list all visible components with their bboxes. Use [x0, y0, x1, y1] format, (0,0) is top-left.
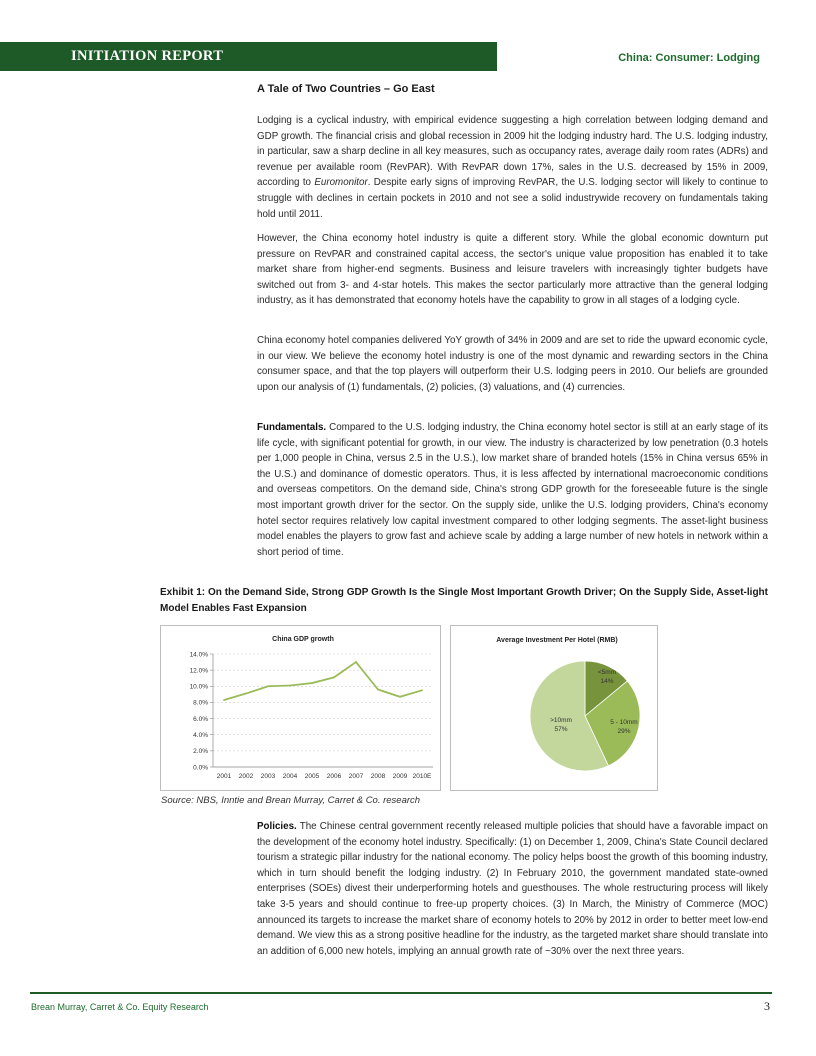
paragraph-text: Lodging is a cyclical industry, with empirical evidence suggesting a high correlation between lodging demand and GDP growth. The financial crisis and global recession in 2009 hit the lodging industry hard. The U.S. lodging industry, in particular, saw a sharp decline in all key measures, such as occupancy rates, average daily room rates (ADRs) and revenue per available room (RevPAR). With RevPAR down 17%, sales in the U.S. decreased by 15% in 2009, according to [257, 115, 768, 189]
pie-slice-percent: 57% [554, 726, 568, 733]
y-tick-label: 6.0% [193, 715, 208, 723]
chart-title: Average Investment Per Hotel (RMB) [496, 637, 618, 644]
x-tick-label: 2009 [392, 773, 408, 780]
gdp-line-plot [161, 626, 440, 790]
gdp-data-point [421, 689, 423, 691]
x-tick-label: 2004 [282, 773, 298, 780]
pie-slice-percent: 29% [617, 728, 631, 735]
paragraph-china-story: However, the China economy hotel industry is quite a different story. While the global economic downturn put pressure on RevPAR and constrained capital access, the sector's unique value proposition has enabled it to take market share from higher-end segments. Business and leisure travelers with increasingly tighter budgets have switched out from 3- and 4-star hotels. This makes the sector particularly more attractive than the general lodging industry, as it has demonstrated that economy hotels have the capability to grow in all stages of a lodging cycle. [257, 233, 768, 307]
report-type-title: INITIATION REPORT [71, 48, 224, 64]
source-citation: Euromonitor [314, 177, 368, 189]
sector-label: China: Consumer: Lodging [618, 52, 760, 64]
x-tick-label: 2007 [348, 773, 364, 780]
paragraph-policies [257, 819, 768, 959]
paragraph-lodging-cycle [257, 113, 768, 222]
gdp-data-point [289, 685, 291, 687]
report-type-banner [0, 42, 497, 71]
y-tick-label: 10.0% [189, 683, 208, 691]
y-tick-label: 8.0% [193, 699, 208, 707]
y-tick-label: 12.0% [189, 667, 208, 675]
pie-slice-label: >10mm [550, 717, 572, 724]
gdp-growth-chart [160, 625, 441, 791]
pie-slice-label: 5 - 10mm [610, 719, 638, 726]
investment-pie-plot [451, 626, 657, 790]
paragraph-text: The Chinese central government recently released multiple policies that should have a favorable impact on the development of the economy hotel industry. Specifically: (1) on December 1, 2009, China's State Council declared tourism a strategic pillar industry for the national economy. The policy helps boost the growth of this booming industry, which in turn should benefit the lodging industry. (2) In February 2010, the government mandated state-owned enterprises (SOEs) divest their underperforming hotels and guesthouses. The whole restructuring process will likely take 3-5 years and should continue to free-up property choices. (3) In March, the Ministry of Commerce (MOC) announced its targets to increase the market share of economy hotels to 20% by 2012 in order to better meet low-end demand. We view this as a strong positive headline for the industry, as the targeted market share should translate into an addition of 6,000 new hotels, implying an annual growth rate of ~30% over the next three years. [257, 821, 768, 957]
source-note: Source: NBS, Inntie and Brean Murray, Carret & Co. research [161, 795, 421, 806]
gdp-data-point [399, 696, 401, 698]
gdp-data-point [245, 693, 247, 695]
y-tick-label: 0.0% [193, 764, 208, 772]
pie-slice-label: <5mm [597, 669, 617, 676]
gdp-data-point [311, 682, 313, 684]
gdp-data-point [223, 699, 225, 701]
x-tick-label: 2002 [238, 773, 254, 780]
gdp-data-point [355, 661, 357, 663]
investment-pie-chart [450, 625, 658, 791]
paragraph-text: . Despite early signs of improving RevPAR, the U.S. lodging sector will likely to continue to struggle with declines in certain pockets in 2010 and not see a solid industrywide recovery on fundamentals taking hold until 2011. [257, 177, 768, 220]
x-tick-label: 2001 [216, 773, 232, 780]
y-tick-label: 2.0% [193, 748, 208, 756]
chart-title: China GDP growth [272, 636, 334, 643]
paragraph-text: Compared to the U.S. lodging industry, the China economy hotel sector is still at an early stage of its life cycle, with significant potential for growth, in our view. The industry is characterized by low penetration (0.3 hotels per 1,000 people in China, versus 2.5 in the U.S.), low market share of branded hotels (15% in China versus 65% in the U.S.) and dominance of domestic operators. Thus, it is less affected by international macroeconomic conditions and overseas competitors. On the demand side, China's strong GDP growth for the foreseeable future is the single most important growth driver for the sector. On the supply side, unlike the U.S. lodging providers, China's economy hotel sector requires relatively low capital investment compared to other lodging segments. The asset-light business model enables the players to grow fast and achieve scale by adding a large number of new hotels in network within a short period of time. [257, 422, 768, 558]
footer-firm-name: Brean Murray, Carret & Co. Equity Research [31, 1002, 209, 1012]
paragraph-fundamentals [257, 420, 768, 560]
y-tick-label: 14.0% [189, 651, 208, 659]
paragraph-growth-outlook: China economy hotel companies delivered YoY growth of 34% in 2009 and are set to ride the upward economic cycle, in our view. We believe the economy hotel industry is one of the most dynamic and rewarding sectors in the China consumer space, and that the top players will outperform their U.S. lodging peers in 2010. Our beliefs are grounded upon our analysis of (1) fundamentals, (2) policies, (3) valuations, and (4) currencies. [257, 335, 768, 393]
x-tick-label: 2005 [304, 773, 320, 780]
y-tick-label: 4.0% [193, 732, 208, 740]
pie-slice-percent: 14% [600, 678, 614, 685]
x-tick-label: 2008 [370, 773, 386, 780]
gdp-series-line [224, 662, 422, 700]
lead-in-policies: Policies. [257, 821, 297, 832]
footer-divider [30, 992, 772, 994]
x-tick-label: 2003 [260, 773, 276, 780]
section-title: A Tale of Two Countries – Go East [257, 83, 435, 95]
gdp-data-point [267, 685, 269, 687]
x-tick-label: 2010E [412, 773, 432, 780]
x-tick-label: 2006 [326, 773, 342, 780]
lead-in-fundamentals: Fundamentals. [257, 422, 327, 433]
gdp-data-point [333, 677, 335, 679]
gdp-data-point [377, 689, 379, 691]
exhibit-title: Exhibit 1: On the Demand Side, Strong GDP Growth Is the Single Most Important Growth Driver; On the Supply Side, Asset-light Model Enables Fast Expansion [160, 587, 768, 614]
page-number: 3 [764, 999, 770, 1013]
